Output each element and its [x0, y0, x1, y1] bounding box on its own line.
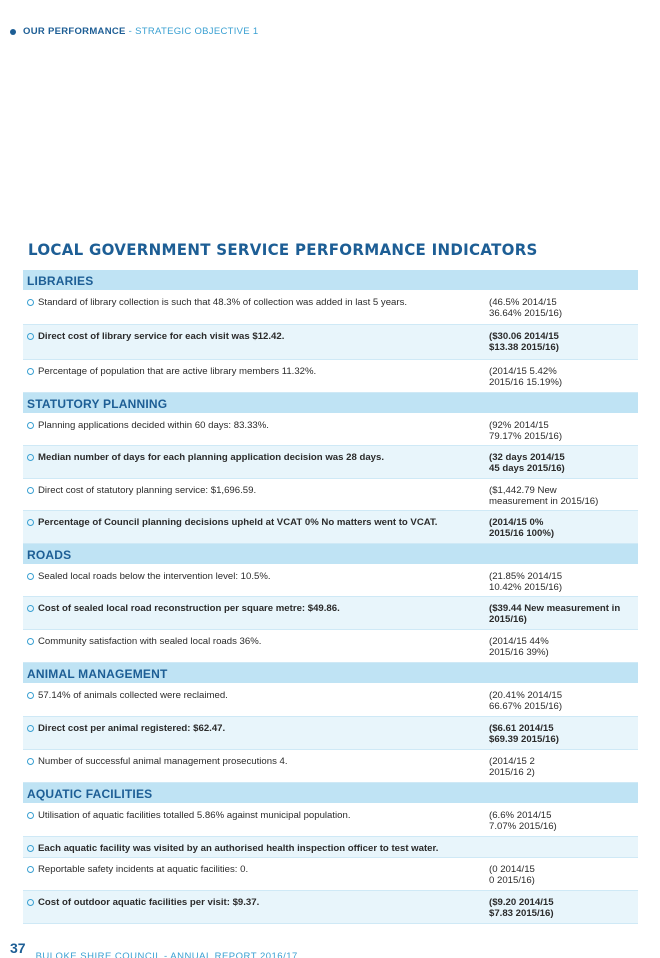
table-row	[23, 684, 638, 717]
indicator-text: Standard of library collection is such that 48.3% of collection was added in last 5 years.	[38, 297, 408, 308]
previous-results: (6.6% 2014/15 7.07% 2015/16)	[489, 810, 557, 832]
circle-bullet-icon	[27, 333, 34, 340]
table-row	[23, 414, 638, 446]
table-row	[23, 565, 638, 597]
previous-results: ($30.06 2014/15 $13.38 2015/16)	[489, 331, 559, 353]
indicator-text: Direct cost of statutory planning service: $1,696.59.	[38, 485, 257, 496]
previous-results: ($39.44 New measurement in 2015/16)	[489, 603, 621, 625]
previous-results: (92% 2014/15 79.17% 2015/16)	[489, 420, 563, 442]
previous-results: (46.5% 2014/15 36.64% 2015/16)	[489, 297, 563, 319]
previous-results: ($1,442.79 New measurement in 2015/16)	[489, 485, 599, 507]
circle-bullet-icon	[27, 845, 34, 852]
header-objective: STRATEGIC OBJECTIVE 1	[135, 26, 259, 37]
previous-results: (2014/15 5.42% 2015/16 15.19%)	[489, 366, 563, 388]
indicator-text: Cost of sealed local road reconstruction per square metre: $49.86.	[38, 603, 340, 614]
table-row	[23, 837, 638, 858]
circle-bullet-icon	[27, 812, 34, 819]
indicator-text: Number of successful animal management prosecutions 4.	[38, 756, 288, 767]
header-separator: -	[128, 26, 133, 37]
indicator-text: Sealed local roads below the intervention level: 10.5%.	[38, 571, 271, 582]
previous-results: (21.85% 2014/15 10.42% 2015/16)	[489, 571, 563, 593]
indicator-text: Planning applications decided within 60 days: 83.33%.	[38, 420, 269, 431]
indicator-text: 57.14% of animals collected were reclaimed.	[38, 690, 228, 701]
circle-bullet-icon	[27, 573, 34, 580]
previous-results: (0 2014/15 0 2015/16)	[489, 864, 535, 886]
table-row	[23, 717, 638, 750]
running-header	[10, 26, 258, 37]
circle-bullet-icon	[27, 638, 34, 645]
page-number: 37	[10, 941, 26, 956]
indicator-text: Reportable safety incidents at aquatic facilities: 0.	[38, 864, 249, 875]
table-row	[23, 325, 638, 360]
previous-results	[489, 837, 638, 857]
indicator-table	[23, 270, 638, 924]
table-row	[23, 630, 638, 663]
indicator-text: Percentage of Council planning decisions upheld at VCAT 0% No matters went to VCAT.	[38, 517, 438, 528]
previous-results: (2014/15 2 2015/16 2)	[489, 756, 535, 778]
circle-bullet-icon	[27, 725, 34, 732]
previous-results: (20.41% 2014/15 66.67% 2015/16)	[489, 690, 563, 712]
previous-results: ($9.20 2014/15 $7.83 2015/16)	[489, 897, 554, 919]
page-title: LOCAL GOVERNMENT SERVICE PERFORMANCE INDICATORS	[28, 240, 538, 259]
table-row	[23, 511, 638, 544]
table-row	[23, 750, 638, 783]
circle-bullet-icon	[27, 605, 34, 612]
previous-results: (2014/15 0% 2015/16 100%)	[489, 517, 555, 539]
circle-bullet-icon	[27, 487, 34, 494]
indicator-text: Cost of outdoor aquatic facilities per visit: $9.37.	[38, 897, 260, 908]
indicator-text: Percentage of population that are active library members 11.32%.	[38, 366, 317, 377]
table-row	[23, 479, 638, 511]
circle-bullet-icon	[27, 368, 34, 375]
previous-results: (32 days 2014/15 45 days 2015/16)	[489, 452, 565, 474]
page-footer	[10, 941, 298, 958]
circle-bullet-icon	[27, 692, 34, 699]
indicator-text: Each aquatic facility was visited by an authorised health inspection officer to test water.	[38, 843, 439, 854]
table-row	[23, 291, 638, 325]
circle-bullet-icon	[27, 758, 34, 765]
previous-results: (2014/15 44% 2015/16 39%)	[489, 636, 549, 658]
indicator-text: Utilisation of aquatic facilities totalled 5.86% against municipal population.	[38, 810, 351, 821]
table-row	[23, 597, 638, 630]
section-header-animal-management: ANIMAL MANAGEMENT	[23, 663, 638, 684]
section-header-aquatic-facilities: AQUATIC FACILITIES	[23, 783, 638, 804]
circle-bullet-icon	[27, 454, 34, 461]
section-header-roads: ROADS	[23, 544, 638, 565]
indicator-text: Community satisfaction with sealed local roads 36%.	[38, 636, 262, 647]
circle-bullet-icon	[27, 866, 34, 873]
circle-bullet-icon	[27, 899, 34, 906]
circle-bullet-icon	[27, 299, 34, 306]
table-row	[23, 891, 638, 924]
circle-bullet-icon	[27, 422, 34, 429]
previous-results: ($6.61 2014/15 $69.39 2015/16)	[489, 723, 559, 745]
table-row	[23, 360, 638, 393]
table-row	[23, 858, 638, 891]
table-row	[23, 446, 638, 479]
circle-bullet-icon	[27, 519, 34, 526]
indicator-text: Direct cost per animal registered: $62.47.	[38, 723, 226, 734]
bullet-dot-icon	[10, 29, 16, 35]
footer-text: BULOKE SHIRE COUNCIL - ANNUAL REPORT 2016/17	[35, 951, 298, 958]
indicator-text: Median number of days for each planning application decision was 28 days.	[38, 452, 384, 463]
table-row	[23, 804, 638, 837]
section-header-libraries: LIBRARIES	[23, 270, 638, 291]
section-header-statutory-planning: STATUTORY PLANNING	[23, 393, 638, 414]
indicator-text: Direct cost of library service for each visit was $12.42.	[38, 331, 285, 342]
header-section: OUR PERFORMANCE	[23, 26, 126, 37]
